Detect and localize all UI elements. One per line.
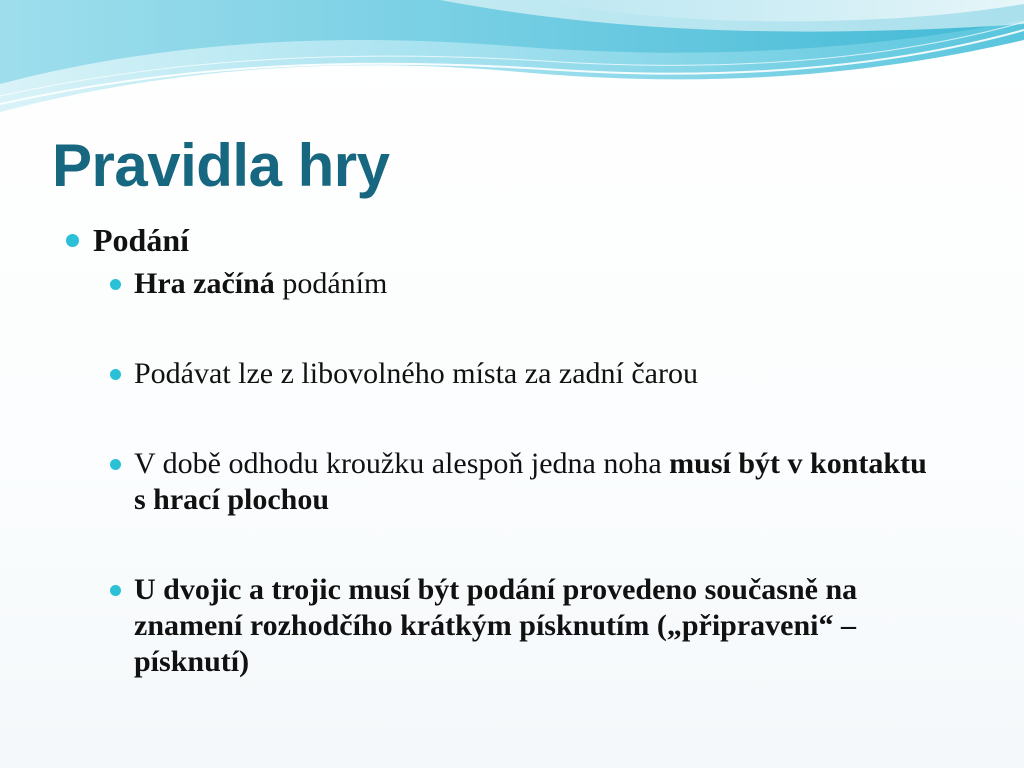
sub-bullet-text: musí být v kontaktu s hrací plochou (134, 447, 927, 516)
sub-bullet-item (64, 446, 944, 518)
bullet-dot-icon (110, 279, 121, 290)
sub-bullet-text: Hra začíná (134, 267, 275, 300)
bullet-level1 (64, 218, 944, 262)
sub-bullet-text: U dvojic a trojic musí být podání provedeno současně na znamení rozhodčího krátkým písknutím („připraveni“ – písknutí) (134, 573, 858, 678)
bullet-dot-icon (110, 459, 121, 470)
bullet-dot-icon (110, 585, 121, 596)
slide-title: Pravidla hry (52, 132, 390, 199)
bullet-list (64, 218, 944, 680)
sub-bullet-text: Podávat lze z libovolného místa za zadní čarou (134, 357, 698, 390)
sub-bullet-item (64, 356, 944, 392)
bullet-dot-icon (66, 234, 79, 247)
bullet-level1-label: Podání (93, 222, 190, 258)
sub-bullet-list (64, 266, 944, 680)
bullet-dot-icon (110, 369, 121, 380)
sub-bullet-text: V době odhodu kroužku alespoň jedna noha (134, 447, 670, 480)
sub-bullet-item (64, 572, 944, 680)
header-wave-decoration (0, 0, 1024, 130)
sub-bullet-text: podáním (274, 267, 388, 300)
sub-bullet-item (64, 266, 944, 302)
